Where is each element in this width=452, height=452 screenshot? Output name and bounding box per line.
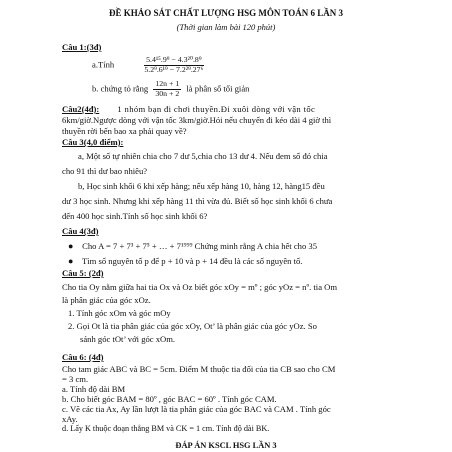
q4-heading: Câu 4(3đ): [62, 226, 99, 236]
q6-line2: = 3 cm.: [62, 374, 89, 384]
q3-b-line2: dư 3 học sinh. Nhưng khi xếp hàng 11 thì vừa đủ. Biết số học sinh khối 6 chưa: [62, 196, 333, 206]
q1-part-a: [92, 56, 208, 74]
q1-a-label: a.Tính: [92, 59, 115, 70]
q4-bullet-1-text: Cho A = 7 + 7³ + 7⁵ + … + 7¹⁹⁹⁹ Chứng minh rằng A chia hết cho 35: [82, 241, 317, 251]
q1-part-b: [92, 80, 249, 98]
q1-b-denominator: 30n + 2: [155, 88, 180, 98]
q6-line1: Cho tam giác ABC và BC = 5cm. Điểm M thuộc tia đối của tia CB sao cho CM: [62, 364, 336, 374]
q2-line1: [62, 104, 392, 115]
q3-b-line3: đến 400 học sinh.Tính số học sinh khối 6?: [62, 211, 208, 221]
footer-answer-key-title: ĐÁP ÁN KSCL HSG LẦN 3: [0, 440, 452, 451]
q5-heading: Câu 5: (2đ): [62, 268, 104, 278]
q3-heading: Câu 3(4,0 điểm):: [62, 137, 124, 147]
q2-line2: 6km/giờ.Ngược dòng với vận tốc 3km/giờ.Hỏi nếu chuyến đi kéo dài 4 giờ thì: [62, 115, 332, 125]
q1-b-numerator: 12n + 1: [155, 79, 180, 88]
q5-item-2: 2. Gọi Ot là tia phân giác của góc xOy, Ot’ là phân giác của góc yOz. So: [68, 321, 317, 331]
q3-b-line1: b, Học sinh khối 6 khi xếp hàng; nếu xếp hàng 10, hàng 12, hàng15 đều: [78, 181, 325, 191]
q5-item-2b: sánh góc tOt’ với góc xOm.: [80, 334, 176, 344]
q6-part-c-line1: c. Vẽ các tia Ax, Ay lần lượt là tia phân giác của góc BAC và CAM . Tính góc: [62, 404, 331, 414]
q4-bullet-2: [68, 256, 302, 268]
q1-b-fraction: [153, 80, 181, 98]
time-note: (Thời gian làm bài 120 phút): [176, 22, 276, 32]
q1-heading: Câu 1:(3đ): [62, 42, 102, 52]
q1-a-denominator: 5.2⁹.6¹⁹ − 7.2²⁹.27⁶: [144, 64, 204, 74]
q3-a-line2: cho 91 thì dư bao nhiêu?: [62, 166, 148, 176]
q2-line3: thuyền rời bến bao xa phải quay về?: [62, 126, 187, 136]
q1-b-label: b. chứng tỏ rằng: [92, 83, 149, 94]
q6-part-d: d. Lấy K thuộc đoạn thẳng BM và CK = 1 cm. Tính độ dài BK.: [62, 424, 270, 433]
q4-bullet-2-text: Tìm số nguyên tố p để p + 10 và p + 14 đều là các số nguyên tố.: [82, 256, 303, 266]
q5-item-1: 1. Tính góc xOm và góc mOy: [68, 308, 171, 318]
bullet-icon: ●: [68, 241, 74, 251]
q5-line1: Cho tia Oy nằm giữa hai tia Ox và Oz biết góc xOy = mº ; góc yOz = nº. tia Om: [62, 282, 338, 292]
q6-heading: Câu 6: (4đ): [62, 352, 104, 362]
q1-a-numerator: 5.4¹⁵.9⁹ − 4.3²⁰.8⁹: [146, 55, 202, 64]
q2-heading: Câu2(4đ):: [62, 104, 100, 114]
q1-a-fraction: [142, 56, 205, 74]
q5-line2: là phân giác của góc xOz.: [62, 295, 151, 305]
q6-part-c-line2: xAy.: [62, 414, 78, 424]
q3-a-line1: a, Một số tự nhiên chia cho 7 dư 5,chia cho 13 dư 4. Nếu đem số đó chia: [78, 151, 328, 161]
bullet-icon: ●: [68, 256, 74, 266]
q6-part-a: a. Tính độ dài BM: [62, 384, 126, 394]
exam-title: ĐỀ KHẢO SÁT CHẤT LƯỢNG HSG MÔN TOÁN 6 LẦN 3: [108, 8, 344, 18]
q1-b-tail: là phân số tối giản: [186, 83, 250, 94]
q4-bullet-1: [68, 241, 317, 253]
q2-text-1: 1 nhóm bạn đi chơi thuyền.Đi xuôi dòng với vận tốc: [117, 104, 316, 114]
q6-part-b: b. Cho biết góc BAM = 80º , góc BAC = 60º . Tính góc CAM.: [62, 394, 277, 404]
